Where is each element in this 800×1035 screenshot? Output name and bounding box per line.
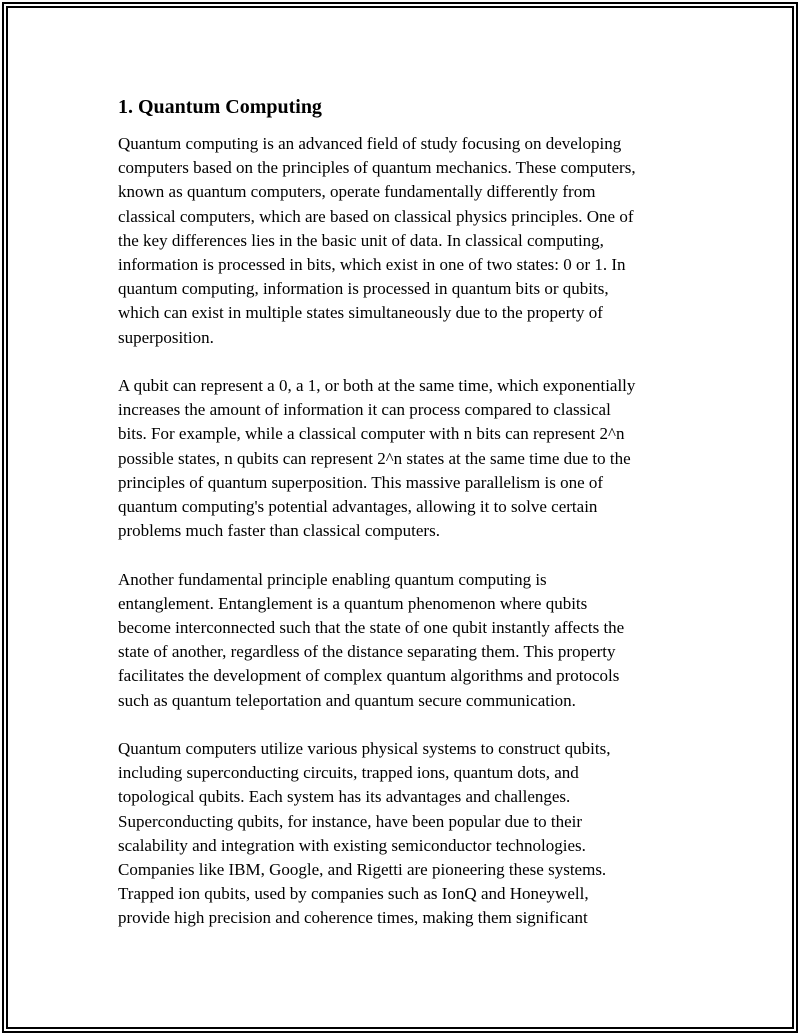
text-line: provide high precision and coherence times, making them significant [118,908,588,928]
text-line: increases the amount of information it can process compared to classical [118,400,611,420]
text-line: information is processed in bits, which exist in one of two states: 0 or 1. In [118,255,626,275]
text-line: superposition. [118,327,214,347]
text-line: scalability and integration with existing semiconductor technologies. [118,835,586,855]
document-body [118,95,688,955]
text-line: Quantum computing is an advanced field of study focusing on developing [118,134,622,153]
text-line: problems much faster than classical computers. [118,521,440,541]
section-heading: 1. Quantum Computing [118,96,322,118]
text-line: quantum computing, information is processed in quantum bits or qubits, [118,279,609,299]
text-line: Another fundamental principle enabling quantum computing is [118,569,547,589]
text-line: including superconducting circuits, trapped ions, quantum dots, and [118,763,579,783]
text-line: known as quantum computers, operate fundamentally differently from [118,182,596,202]
text-line: such as quantum teleportation and quantum secure communication. [118,690,576,710]
paragraph-2 [118,374,688,543]
text-line: principles of quantum superposition. This massive parallelism is one of [118,472,604,492]
text-line: facilitates the development of complex quantum algorithms and protocols [118,666,620,686]
text-line: entanglement. Entanglement is a quantum phenomenon where qubits [118,593,588,613]
text-line: Superconducting qubits, for instance, have been popular due to their [118,811,583,831]
text-line: state of another, regardless of the distance separating them. This property [118,642,616,662]
paragraph-4 [118,737,688,931]
text-line: the key differences lies in the basic unit of data. In classical computing, [118,230,604,250]
text-line: topological qubits. Each system has its advantages and challenges. [118,787,571,807]
text-line: which can exist in multiple states simultaneously due to the property of [118,303,603,323]
text-line: possible states, n qubits can represent 2^n states at the same time due to the [118,448,631,468]
text-line: Trapped ion qubits, used by companies such as IonQ and Honeywell, [118,884,589,904]
text-line: computers based on the principles of quantum mechanics. These computers, [118,158,636,178]
text-line: quantum computing's potential advantages, allowing it to solve certain [118,497,598,517]
text-line: become interconnected such that the state of one qubit instantly affects the [118,618,625,638]
text-line: bits. For example, while a classical computer with n bits can represent 2^n [118,424,625,444]
text-line: A qubit can represent a 0, a 1, or both at the same time, which exponentially [118,376,636,396]
text-line: Companies like IBM, Google, and Rigetti are pioneering these systems. [118,860,607,880]
text-line: Quantum computers utilize various physical systems to construct qubits, [118,739,611,759]
paragraph-3 [118,568,688,713]
text-line: classical computers, which are based on classical physics principles. One of [118,206,634,226]
paragraph-1 [118,132,688,350]
